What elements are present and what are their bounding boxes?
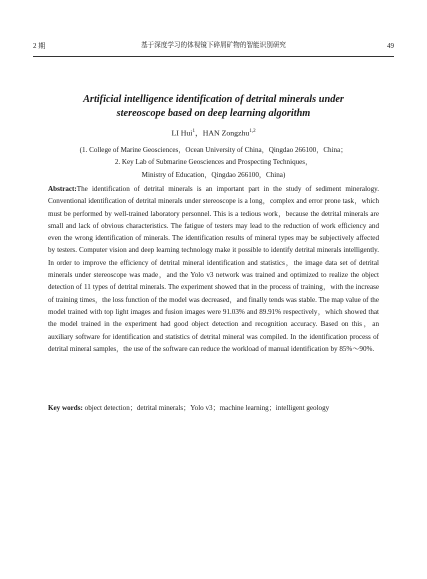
page-number: 49 [387, 42, 394, 50]
title-line-1: Artificial intelligence identification of detrital minerals under [83, 94, 344, 105]
keywords-label: Key words: [48, 404, 83, 412]
author-2-affil-mark: 1,2 [249, 129, 256, 134]
author-1: LI Hui [171, 128, 193, 138]
title-line-2: stereoscope based on deep learning algorithm [116, 108, 311, 119]
author-separator: ， [194, 128, 203, 138]
header-rule [33, 56, 394, 57]
keywords-text: object detection；detrital minerals；Yolo v3；machine learning；intelligent geology [82, 404, 330, 412]
running-header [33, 40, 394, 52]
author-1-affil-mark: 1 [192, 129, 195, 134]
paper-title [40, 93, 387, 121]
affiliation-line-2: 2. Key Lab of Submarine Geosciences and Prospecting Techniques， [114, 158, 313, 167]
affiliation-line-3: Ministry of Education，Qingdao 266100，China) [141, 170, 286, 179]
abstract [48, 183, 379, 355]
affiliations [40, 144, 387, 181]
abstract-label: Abstract: [48, 185, 77, 193]
keywords [48, 402, 379, 414]
issue-number: 2 期 [33, 42, 46, 50]
affiliation-line-1: (1. College of Marine Geosciences，Ocean University of China，Qingdao 266100，China； [79, 146, 348, 154]
author-list [40, 127, 387, 139]
abstract-text: The identification of detrital minerals is an important part in the study of sediment mineralogy. Conventional identification of detrital minerals under stereoscope is a long，complex and error prone task，which must be performed by well-trained laboratory personnel. This is a tedious work，because the detrital minerals are small and lack of obvious characteristics. The fatigue of testers may lead to the reduction of work efficiency and even the wrong identification of minerals. The identification results of mineral types may be subjectively affected by testers. Computer vision and deep learning technology make it possible to identify detrital minerals intelligently. In order to improve the efficiency of detrital mineral identification and statistics，the image data set of detrital minerals under stereoscope was made，and the Yolo v3 network was trained and optimized to realize the object detection of 11 types of detrital minerals. The experiment showed that in the process of training，with the increase of training times，the loss function of the model was decreased，and finally tends was stable. The map value of the model trained with top light images and fusion images were 91.03% and 89.91% respectively，which showed that the model trained in the experiment had good object detection and recognition accuracy. Based on this，an auxiliary software for identification and statistics of detrital mineral was compiled. In the identification process of detrital mineral samples，the use of the software can reduce the workload of manual identification by 85%～90%. [48, 185, 379, 353]
author-2: HAN Zongzhu [202, 128, 250, 138]
running-title: 基于深度学习的体视镜下碎屑矿物的智能识别研究 [140, 42, 287, 49]
